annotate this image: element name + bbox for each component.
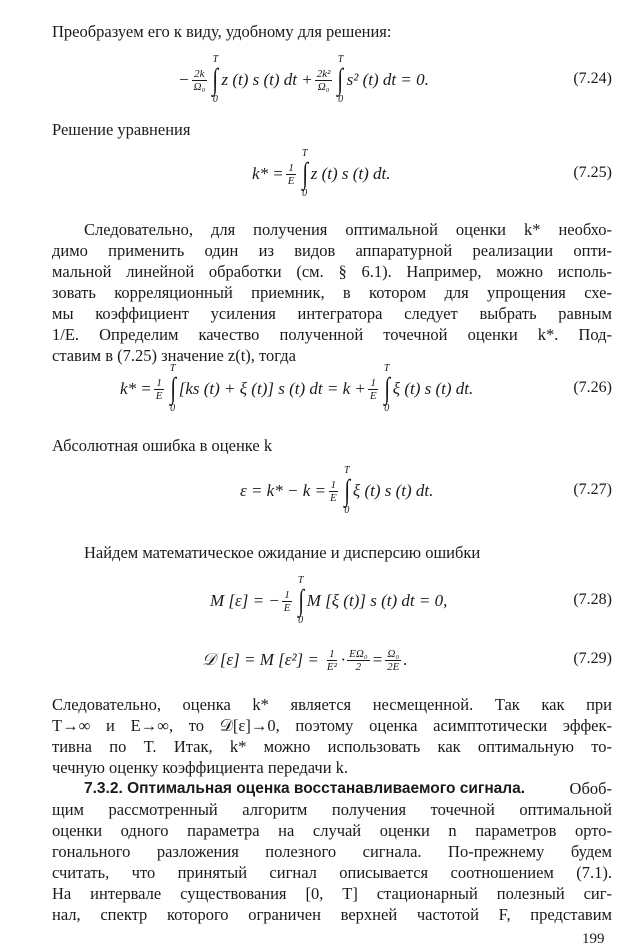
- paragraph-line: димо применить один из видов аппаратурной реализации опти-: [52, 241, 612, 260]
- paragraph-line: нал, спектр которого ограничен верхней частотой F, представим: [52, 905, 612, 924]
- integral-sign: T ∫ 0: [337, 54, 344, 105]
- solution-line: Решение уравнения: [52, 120, 191, 139]
- fraction: [315, 68, 333, 93]
- denominator: E: [155, 389, 163, 402]
- upper-limit: T: [344, 465, 350, 476]
- section-heading: 7.3.2. Оптимальная оценка восстанавливаемого сигнала.: [84, 780, 526, 797]
- paragraph-line: тивна по T. Итак, k* можно использовать как оптимальную то-: [52, 737, 612, 756]
- numerator: 1: [288, 161, 294, 174]
- numerator: EΩ₀: [349, 647, 368, 660]
- paragraph-line: 1/E. Определим качество полученной точечной оценки k*. Под-: [52, 325, 612, 344]
- equation-7-29: [202, 643, 408, 677]
- integral-sign: T ∫ 0: [383, 363, 390, 414]
- eq-sign: =: [371, 650, 384, 669]
- paragraph-line: На интервале существования [0, T] стационарный полезный сиг-: [52, 884, 612, 903]
- equation-number-7-27: (7.27): [573, 481, 612, 498]
- denominator: E: [329, 491, 337, 504]
- abs-error-line: Абсолютная ошибка в оценке k: [52, 436, 273, 455]
- eq-term: z (t) s (t) dt +: [221, 70, 313, 89]
- equation-7-28: [210, 572, 447, 630]
- fraction: [286, 162, 297, 187]
- denominator: 2: [355, 660, 362, 673]
- section-heading-line: [84, 779, 612, 799]
- lower-limit: 0: [338, 94, 344, 105]
- numerator: 2k²: [316, 67, 331, 80]
- eq-term: s² (t) dt = 0.: [346, 70, 429, 89]
- upper-limit: T: [212, 54, 219, 65]
- numerator: 1: [370, 376, 376, 389]
- eq-term: ξ (t) s (t) dt.: [392, 379, 474, 398]
- denominator: E²: [326, 660, 337, 673]
- integral-sign: T ∫ 0: [297, 575, 304, 626]
- fraction: [385, 648, 401, 673]
- equation-7-24: [178, 52, 429, 108]
- eq-lhs: k* =: [120, 379, 152, 398]
- eq-dot: ·: [340, 650, 346, 669]
- fraction: [282, 589, 293, 614]
- equation-number-7-26: (7.26): [573, 379, 612, 396]
- numerator: 1: [284, 588, 290, 601]
- integral-sign: T ∫ 0: [169, 363, 176, 414]
- paragraph-line: чечную оценку коэффициента передачи k.: [52, 758, 349, 777]
- denominator: Ω₀: [317, 80, 330, 93]
- upper-limit: T: [169, 363, 176, 374]
- eq-lhs: 𝒟 [ε] = M [ε²] =: [202, 650, 319, 669]
- equation-number-7-29: (7.29): [573, 650, 612, 667]
- heading-continuation: Обоб-: [569, 779, 612, 798]
- numerator: 1: [156, 376, 162, 389]
- paragraph-line: считать, что принятый сигнал описывается соотношением (7.1).: [52, 863, 612, 882]
- fraction: [325, 648, 339, 673]
- denominator: E: [287, 174, 295, 187]
- equation-7-26: [120, 360, 473, 418]
- lower-limit: 0: [212, 94, 218, 105]
- paragraph-line: зовать корреляционный приемник, в котором для упрощения схе-: [52, 283, 612, 302]
- paragraph-line: мы коэффициент усиления интегратора следует выбрать равным: [52, 304, 612, 323]
- upper-limit: T: [297, 575, 304, 586]
- paragraph-line: Следовательно, для получения оптимальной оценки k* необхо-: [84, 220, 612, 239]
- paragraph-line: ставим в (7.25) значение z(t), тогда: [52, 346, 296, 365]
- upper-limit: T: [301, 148, 308, 159]
- eq-lhs: ε = k* − k =: [240, 481, 326, 500]
- integral-sign: T ∫ 0: [212, 54, 219, 105]
- lower-limit: 0: [298, 615, 304, 626]
- denominator: E: [369, 389, 377, 402]
- numerator: 1: [330, 478, 337, 491]
- integral-sign: T ∫ 0: [343, 465, 350, 516]
- numerator: Ω₀: [387, 647, 400, 660]
- equation-number-7-24: (7.24): [573, 70, 612, 87]
- eq-end: .: [403, 650, 408, 669]
- equation-7-25: [252, 146, 391, 202]
- upper-limit: T: [337, 54, 344, 65]
- eq-lhs: k* =: [252, 164, 284, 183]
- lower-limit: 0: [302, 188, 308, 199]
- page-number: 199: [582, 931, 605, 947]
- intro-line: Преобразуем его к виду, удобному для решения:: [52, 22, 392, 41]
- upper-limit: T: [383, 363, 390, 374]
- fraction: [191, 68, 207, 93]
- denominator: E: [283, 601, 291, 614]
- equation-number-7-28: (7.28): [573, 591, 612, 608]
- find-line: Найдем математическое ожидание и дисперсию ошибки: [84, 543, 481, 562]
- lower-limit: 0: [384, 403, 390, 414]
- paragraph-line: оценки одного параметра на случай оценки n параметров орто-: [52, 821, 612, 840]
- paragraph-line: гонального разложения полезного сигнала. По-прежнему будем: [52, 842, 612, 861]
- eq-sign: −: [178, 70, 190, 89]
- paragraph-line: щим рассмотренный алгоритм получения точечной оптимальной: [52, 800, 612, 819]
- fraction: [154, 377, 165, 402]
- numerator: 1: [329, 647, 335, 660]
- lower-limit: 0: [170, 403, 176, 414]
- eq-lhs: M [ε] = −: [210, 591, 280, 610]
- eq-term: ξ (t) s (t) dt.: [352, 481, 434, 500]
- eq-term: [ks (t) + ξ (t)] s (t) dt = k +: [178, 379, 366, 398]
- equation-number-7-25: (7.25): [573, 164, 612, 181]
- equation-7-27: [240, 462, 433, 520]
- eq-term: z (t) s (t) dt.: [310, 164, 391, 183]
- integral-sign: T ∫ 0: [301, 148, 308, 199]
- paragraph-line: Следовательно, оценка k* является несмещенной. Так как при: [52, 695, 612, 714]
- fraction: [347, 648, 370, 673]
- paragraph-line: T→∞ и E→∞, то 𝒟[ε]→0, поэтому оценка асимптотически эффек-: [52, 716, 612, 735]
- numerator: 2k: [194, 67, 205, 80]
- denominator: Ω₀: [193, 80, 206, 93]
- eq-term: M [ξ (t)] s (t) dt = 0,: [306, 591, 448, 610]
- fraction: [328, 479, 339, 504]
- denominator: 2E: [387, 660, 400, 673]
- paragraph-line: мальной линейной обработки (см. § 6.1). Например, можно исполь-: [52, 262, 612, 281]
- fraction: [368, 377, 379, 402]
- lower-limit: 0: [344, 505, 350, 516]
